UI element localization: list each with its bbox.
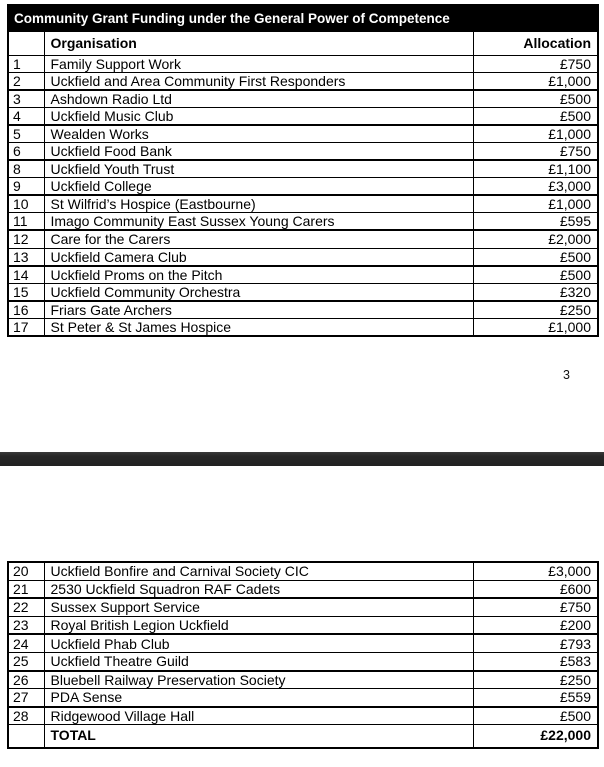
organisation-name: Uckfield Camera Club [44,248,473,266]
allocation-value: £3,000 [473,562,598,580]
organisation-name: Uckfield Proms on the Pitch [44,266,473,284]
row-number: 8 [8,160,44,178]
allocation-value: £1,000 [473,125,598,143]
allocation-value: £250 [473,671,598,689]
table-row [8,125,598,143]
organisation-name: Bluebell Railway Preservation Society [44,671,473,689]
table-row [8,598,598,616]
row-number: 14 [8,266,44,284]
row-number: 20 [8,562,44,580]
table-row [8,283,598,301]
allocation-value: £750 [473,598,598,616]
allocation-value: £2,000 [473,230,598,248]
row-number: 27 [8,689,44,707]
allocation-value: £1,000 [473,318,598,336]
table-row [8,230,598,248]
table-row [8,108,598,126]
table-row [8,562,598,580]
allocation-value: £1,000 [473,195,598,213]
row-number: 22 [8,598,44,616]
table-row [8,90,598,108]
table-title: Community Grant Funding under the General Power of Competence [8,5,598,31]
table-row [8,634,598,652]
table-row [8,671,598,689]
allocation-value: £500 [473,266,598,284]
organisation-name: St Peter & St James Hospice [44,318,473,336]
row-number: 21 [8,580,44,598]
grant-table-page4 [7,561,599,749]
allocation-value: £583 [473,652,598,670]
organisation-name: Ashdown Radio Ltd [44,90,473,108]
organisation-name: Ridgewood Village Hall [44,707,473,725]
row-number: 11 [8,213,44,231]
row-number: 6 [8,143,44,161]
row-number: 1 [8,55,44,73]
organisation-name: Wealden Works [44,125,473,143]
allocation-value: £600 [473,580,598,598]
organisation-name: Family Support Work [44,55,473,73]
table-row [8,55,598,73]
total-label: TOTAL [44,725,473,748]
allocation-value: £500 [473,108,598,126]
allocation-value: £793 [473,634,598,652]
allocation-value: £559 [473,689,598,707]
table-row [8,160,598,178]
organisation-name: Care for the Carers [44,230,473,248]
allocation-value: £500 [473,90,598,108]
allocation-value: £500 [473,707,598,725]
table-row [8,301,598,319]
organisation-name: Uckfield Bonfire and Carnival Society CIC [44,562,473,580]
organisation-name: Uckfield Theatre Guild [44,652,473,670]
row-number: 9 [8,178,44,196]
organisation-name: Uckfield Food Bank [44,143,473,161]
allocation-value: £200 [473,616,598,634]
organisation-name: Uckfield Community Orchestra [44,283,473,301]
page-number: 3 [563,368,570,382]
table-header-row [8,31,598,55]
total-row [8,725,598,748]
row-number: 4 [8,108,44,126]
table-row [8,580,598,598]
table-row [8,318,598,336]
allocation-value: £3,000 [473,178,598,196]
total-row-number-cell [8,725,44,748]
row-number: 10 [8,195,44,213]
page-separator-bar [0,452,604,466]
allocation-value: £1,000 [473,73,598,91]
organisation-name: Uckfield College [44,178,473,196]
organisation-name: Imago Community East Sussex Young Carers [44,213,473,231]
organisation-name: Uckfield Youth Trust [44,160,473,178]
organisation-name: St Wilfrid’s Hospice (Eastbourne) [44,195,473,213]
table-row [8,213,598,231]
row-number: 23 [8,616,44,634]
table-row [8,178,598,196]
column-header-organisation: Organisation [44,31,473,55]
table-row [8,266,598,284]
row-number: 13 [8,248,44,266]
allocation-value: £320 [473,283,598,301]
table-title-row [8,5,598,31]
row-number: 5 [8,125,44,143]
column-header-allocation: Allocation [473,31,598,55]
grant-table-page3 [7,4,599,337]
allocation-value: £1,100 [473,160,598,178]
table-row [8,707,598,725]
row-number: 25 [8,652,44,670]
column-header-number [8,31,44,55]
organisation-name: Uckfield Phab Club [44,634,473,652]
table-row [8,689,598,707]
row-number: 2 [8,73,44,91]
row-number: 16 [8,301,44,319]
row-number: 12 [8,230,44,248]
organisation-name: Royal British Legion Uckfield [44,616,473,634]
organisation-name: Sussex Support Service [44,598,473,616]
organisation-name: Uckfield Music Club [44,108,473,126]
row-number: 3 [8,90,44,108]
organisation-name: PDA Sense [44,689,473,707]
allocation-value: £595 [473,213,598,231]
row-number: 28 [8,707,44,725]
allocation-value: £750 [473,143,598,161]
table-body-page4 [8,562,598,725]
organisation-name: 2530 Uckfield Squadron RAF Cadets [44,580,473,598]
table-row [8,195,598,213]
table-row [8,652,598,670]
table-row [8,73,598,91]
allocation-value: £250 [473,301,598,319]
table-row [8,616,598,634]
table-row [8,248,598,266]
allocation-value: £500 [473,248,598,266]
organisation-name: Uckfield and Area Community First Responders [44,73,473,91]
allocation-value: £750 [473,55,598,73]
organisation-name: Friars Gate Archers [44,301,473,319]
row-number: 24 [8,634,44,652]
row-number: 17 [8,318,44,336]
row-number: 26 [8,671,44,689]
row-number: 15 [8,283,44,301]
total-value: £22,000 [473,725,598,748]
table-row [8,143,598,161]
table-body-page3 [8,55,598,336]
